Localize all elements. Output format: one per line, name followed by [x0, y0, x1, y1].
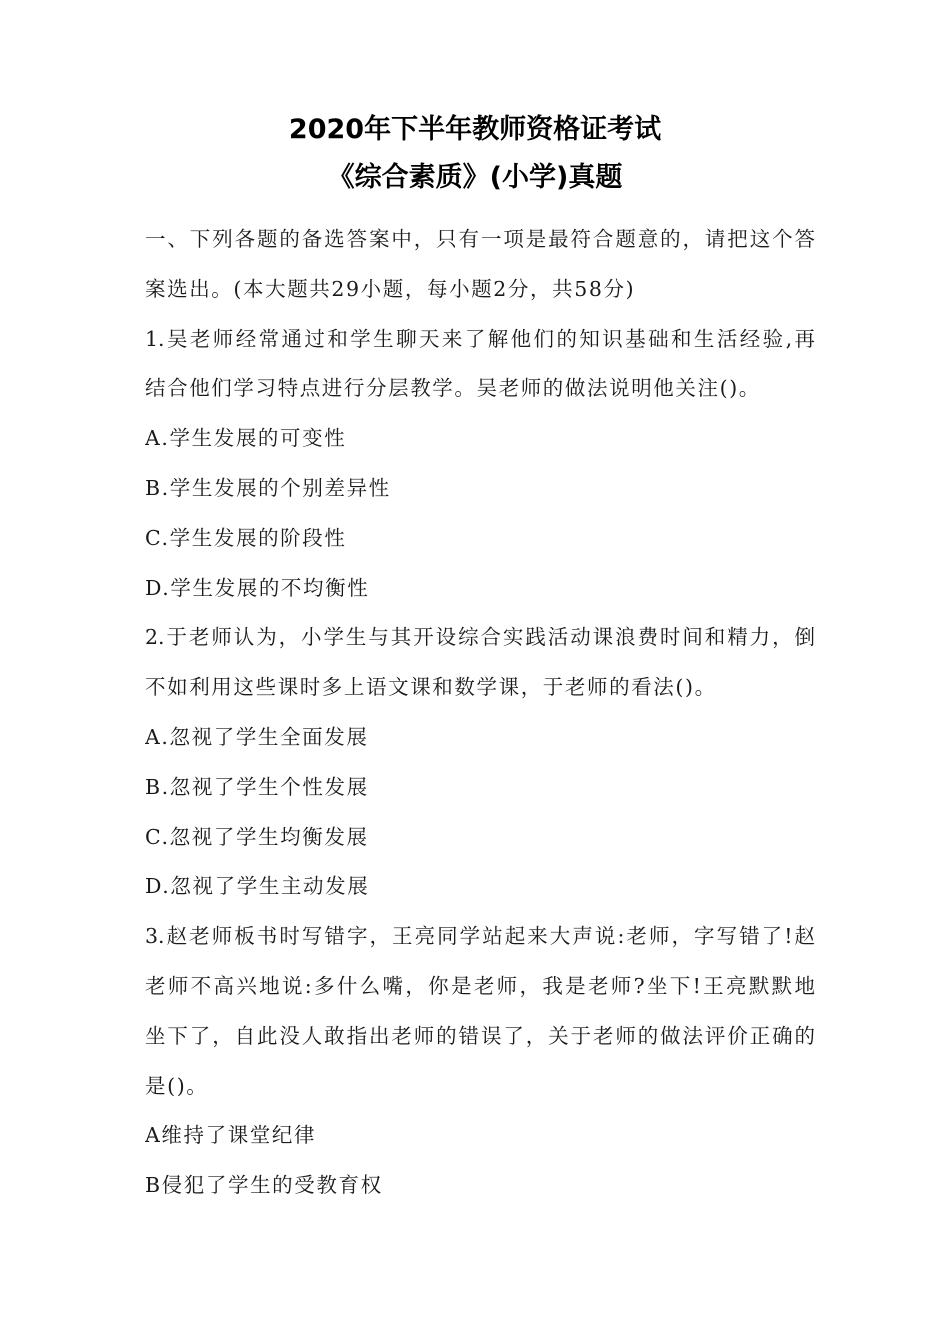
section-instruction-line: 一、下列各题的备选答案中，只有一项是最符合题意的，请把这个答	[145, 227, 815, 251]
question-2-stem: 不如利用这些课时多上语文课和数学课，于老师的看法()。	[145, 675, 717, 700]
document-title: 2020年下半年教师资格证考试	[288, 114, 662, 145]
question-2-option-c: C.忽视了学生均衡发展	[145, 824, 369, 849]
question-1-option-a: A.学生发展的可变性	[145, 426, 347, 451]
question-1-stem: 1.吴老师经常通过和学生聊天来了解他们的知识基础和生活经验,再	[145, 326, 815, 351]
question-3-option-a: A维持了课堂纪律	[145, 1123, 317, 1148]
question-3-stem: 老师不高兴地说:多什么嘴，你是老师，我是老师?坐下!王亮默默地	[145, 973, 815, 998]
document-body	[145, 215, 815, 1211]
document-subtitle: 《综合素质》(小学)真题	[327, 162, 623, 193]
question-3-stem: 是()。	[145, 1073, 209, 1098]
question-1-option-d: D.学生发展的不均衡性	[145, 575, 370, 600]
question-2-option-a: A.忽视了学生全面发展	[145, 724, 369, 749]
question-2-option-b: B.忽视了学生个性发展	[145, 774, 369, 799]
question-3-stem: 坐下了，自此没人敢指出老师的错误了，关于老师的做法评价正确的	[145, 1023, 815, 1048]
question-2-option-d: D.忽视了学生主动发展	[145, 874, 370, 899]
question-3-stem: 3.赵老师板书时写错字，王亮同学站起来大声说:老师，字写错了!赵	[145, 924, 815, 949]
question-3-option-b: B侵犯了学生的受教育权	[145, 1173, 383, 1198]
question-1-option-c: C.学生发展的阶段性	[145, 525, 347, 550]
question-1-stem: 结合他们学习特点进行分层教学。吴老师的做法说明他关注()。	[145, 376, 761, 401]
question-1-option-b: B.学生发展的个别差异性	[145, 475, 391, 500]
question-2-stem: 2.于老师认为，小学生与其开设综合实践活动课浪费时间和精力，倒	[145, 625, 815, 650]
section-instruction-line: 案选出。(本大题共29小题，每小题2分，共58分)	[145, 276, 636, 301]
